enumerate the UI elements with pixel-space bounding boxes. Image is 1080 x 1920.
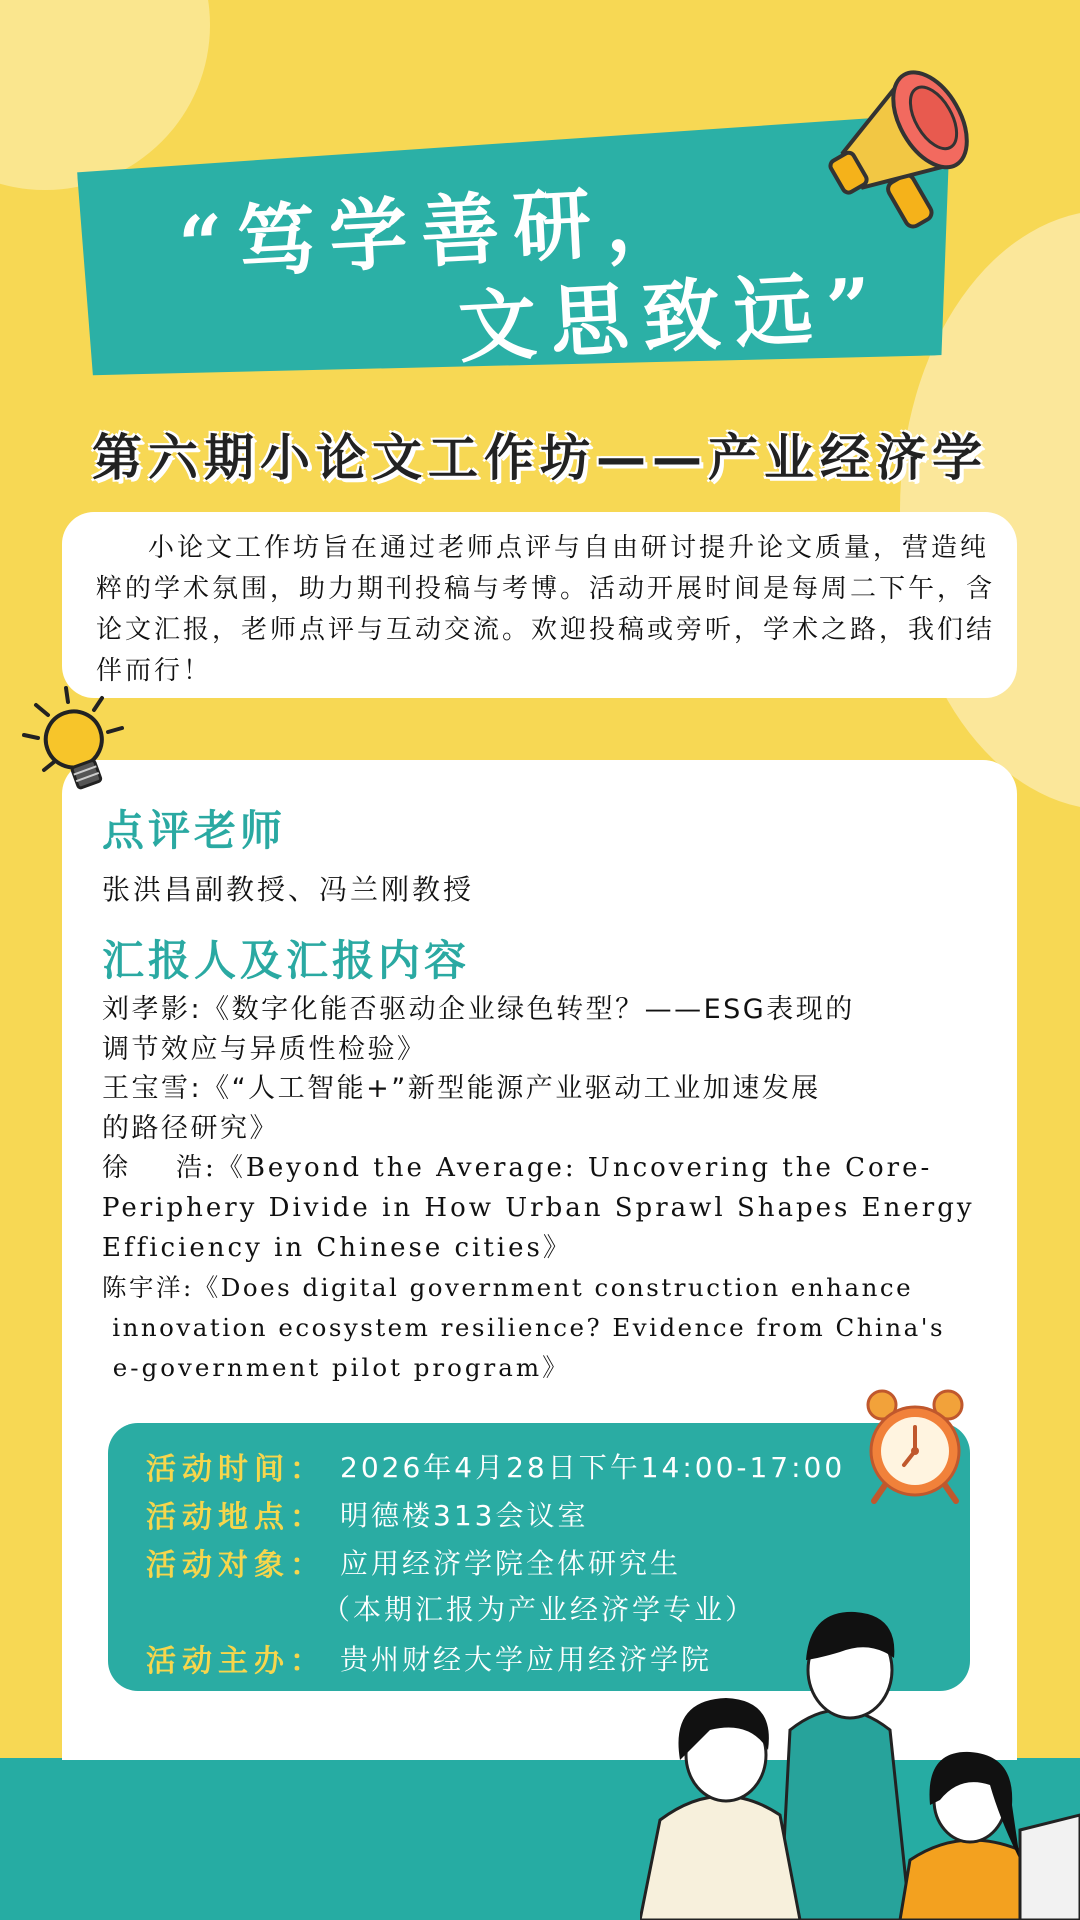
report-line: 徐 浩:《Beyond the Average: Uncovering the Core- (102, 1153, 933, 1183)
place-value: 明德楼313会议室 (340, 1499, 589, 1532)
report-line: 刘孝影:《数字化能否驱动企业绿色转型？——ESG表现的 (102, 994, 855, 1025)
background-circle (0, 0, 210, 190)
report-line: 调节效应与异质性检验》 (102, 1033, 427, 1065)
intro-text: 小论文工作坊旨在通过老师点评与自由研讨提升论文质量，营造纯粹的学术氛围，助力期刊投稿与考博。活动开展时间是每周二下午，含论文汇报，老师点评与互动交流。欢迎投稿或旁听，学术之路，我们结伴而行！ (96, 533, 996, 686)
place-label: 活动地点： (146, 1500, 326, 1535)
page-title: 第六期小论文工作坊——产业经济学 (92, 429, 988, 487)
audience-label: 活动对象： (146, 1548, 326, 1583)
slogan-line-2: 文思致远” (456, 260, 888, 375)
reviewers-heading: 点评老师 (102, 806, 287, 855)
reports-list (102, 990, 1002, 1388)
report-line: innovation ecosystem resilience? Evidence from China's (102, 1313, 946, 1342)
report-line: 陈宇洋:《Does digital government construction enhance (102, 1273, 914, 1302)
report-line: Efficiency in Chinese cities》 (102, 1233, 572, 1263)
time-value: 2026年4月28日下午14:00-17:00 (340, 1451, 846, 1484)
report-line: e-government pilot program》 (102, 1353, 570, 1382)
lightbulb-icon (14, 680, 134, 800)
reports-heading: 汇报人及汇报内容 (102, 936, 471, 985)
report-line: 王宝雪:《“人工智能+”新型能源产业驱动工业加速发展 (102, 1073, 821, 1104)
alarm-clock-icon (860, 1385, 970, 1505)
report-line: 的路径研究》 (102, 1112, 279, 1144)
reviewers-names: 张洪昌副教授、冯兰刚教授 (102, 873, 475, 906)
slogan-line-1: “笃学善研， (176, 173, 700, 292)
host-value: 贵州财经大学应用经济学院 (340, 1643, 713, 1676)
time-label: 活动时间： (146, 1452, 326, 1487)
report-line: Periphery Divide in How Urban Sprawl Shapes Energy (102, 1193, 975, 1223)
audience-note: （本期汇报为产业经济学专业） (322, 1593, 757, 1626)
host-label: 活动主办： (146, 1644, 326, 1679)
students-illustration (640, 1560, 1080, 1920)
megaphone-icon (808, 52, 998, 242)
audience-value: 应用经济学院全体研究生 (340, 1547, 682, 1580)
